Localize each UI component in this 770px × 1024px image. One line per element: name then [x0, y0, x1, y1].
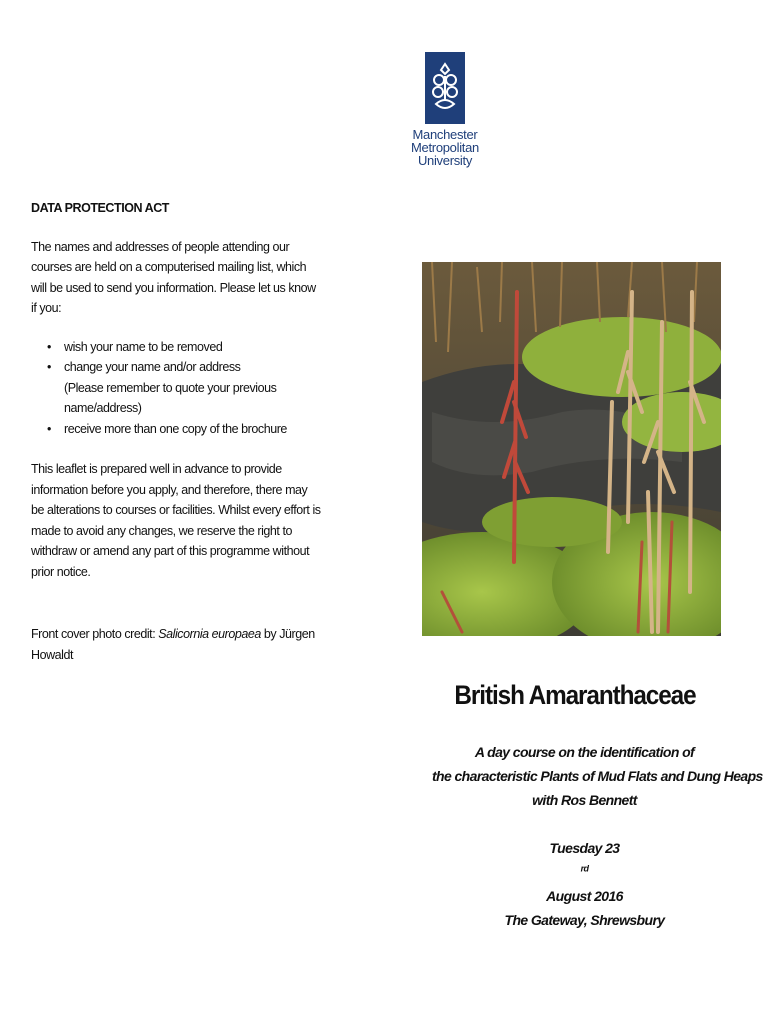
data-protection-list: [31, 337, 321, 440]
event-details: [432, 836, 737, 932]
event-date-ordinal: rd: [580, 863, 589, 874]
data-protection-heading: DATA PROTECTION ACT: [31, 201, 169, 215]
event-date-prefix: Tuesday 23: [549, 840, 620, 856]
list-item-text: change your name and/or address: [64, 360, 241, 374]
list-item-text: wish your name to be removed: [64, 339, 223, 354]
bullet-icon: •: [47, 421, 51, 436]
logo-line-2: Metropolitan: [411, 140, 479, 155]
list-item: [31, 337, 321, 358]
bullet-icon: •: [47, 339, 51, 354]
subtitle-line-1: A day course on the identification of: [474, 744, 695, 760]
event-date: [432, 836, 737, 908]
event-date-rest: August 2016: [546, 888, 623, 904]
cover-photo: [422, 262, 721, 636]
logo-line-1: Manchester: [412, 127, 478, 142]
photo-credit: [31, 624, 321, 665]
photo-credit-species: Salicornia europaea: [158, 627, 261, 641]
course-subtitle: [432, 740, 763, 812]
course-title: British Amaranthaceae: [454, 680, 696, 710]
event-venue: The Gateway, Shrewsbury: [504, 912, 665, 928]
list-item-text: receive more than one copy of the brochure: [64, 421, 287, 436]
logo-line-3: University: [417, 153, 473, 168]
photo-credit-suffix: by Jürgen Howaldt: [31, 627, 315, 662]
mmu-bee-emblem-icon: [425, 52, 465, 124]
bullet-icon: •: [47, 360, 51, 374]
photo-credit-prefix: Front cover photo credit:: [31, 627, 159, 641]
data-protection-section: [31, 198, 321, 665]
list-item-note: (Please remember to quote your previous name/address): [64, 380, 277, 415]
list-item: [31, 357, 321, 419]
university-name: [405, 128, 485, 167]
data-protection-intro: The names and addresses of people attending our courses are held on a computerised mailing list, which will be used to send you information. Please let us know if you:: [31, 239, 316, 315]
subtitle-line-2: the characteristic Plants of Mud Flats and Dung Heaps: [432, 768, 763, 784]
subtitle-line-3: with Ros Bennett: [532, 792, 637, 808]
list-item: [31, 419, 321, 440]
leaflet-disclaimer: This leaflet is prepared well in advance to provide information before you apply, and therefore, there may be alterations to courses or facilities. Whilst every effort is made to avoid any changes, we reserve the right to withdraw or amend any part of this programme without prior notice.: [31, 462, 321, 579]
university-logo: [405, 52, 485, 167]
